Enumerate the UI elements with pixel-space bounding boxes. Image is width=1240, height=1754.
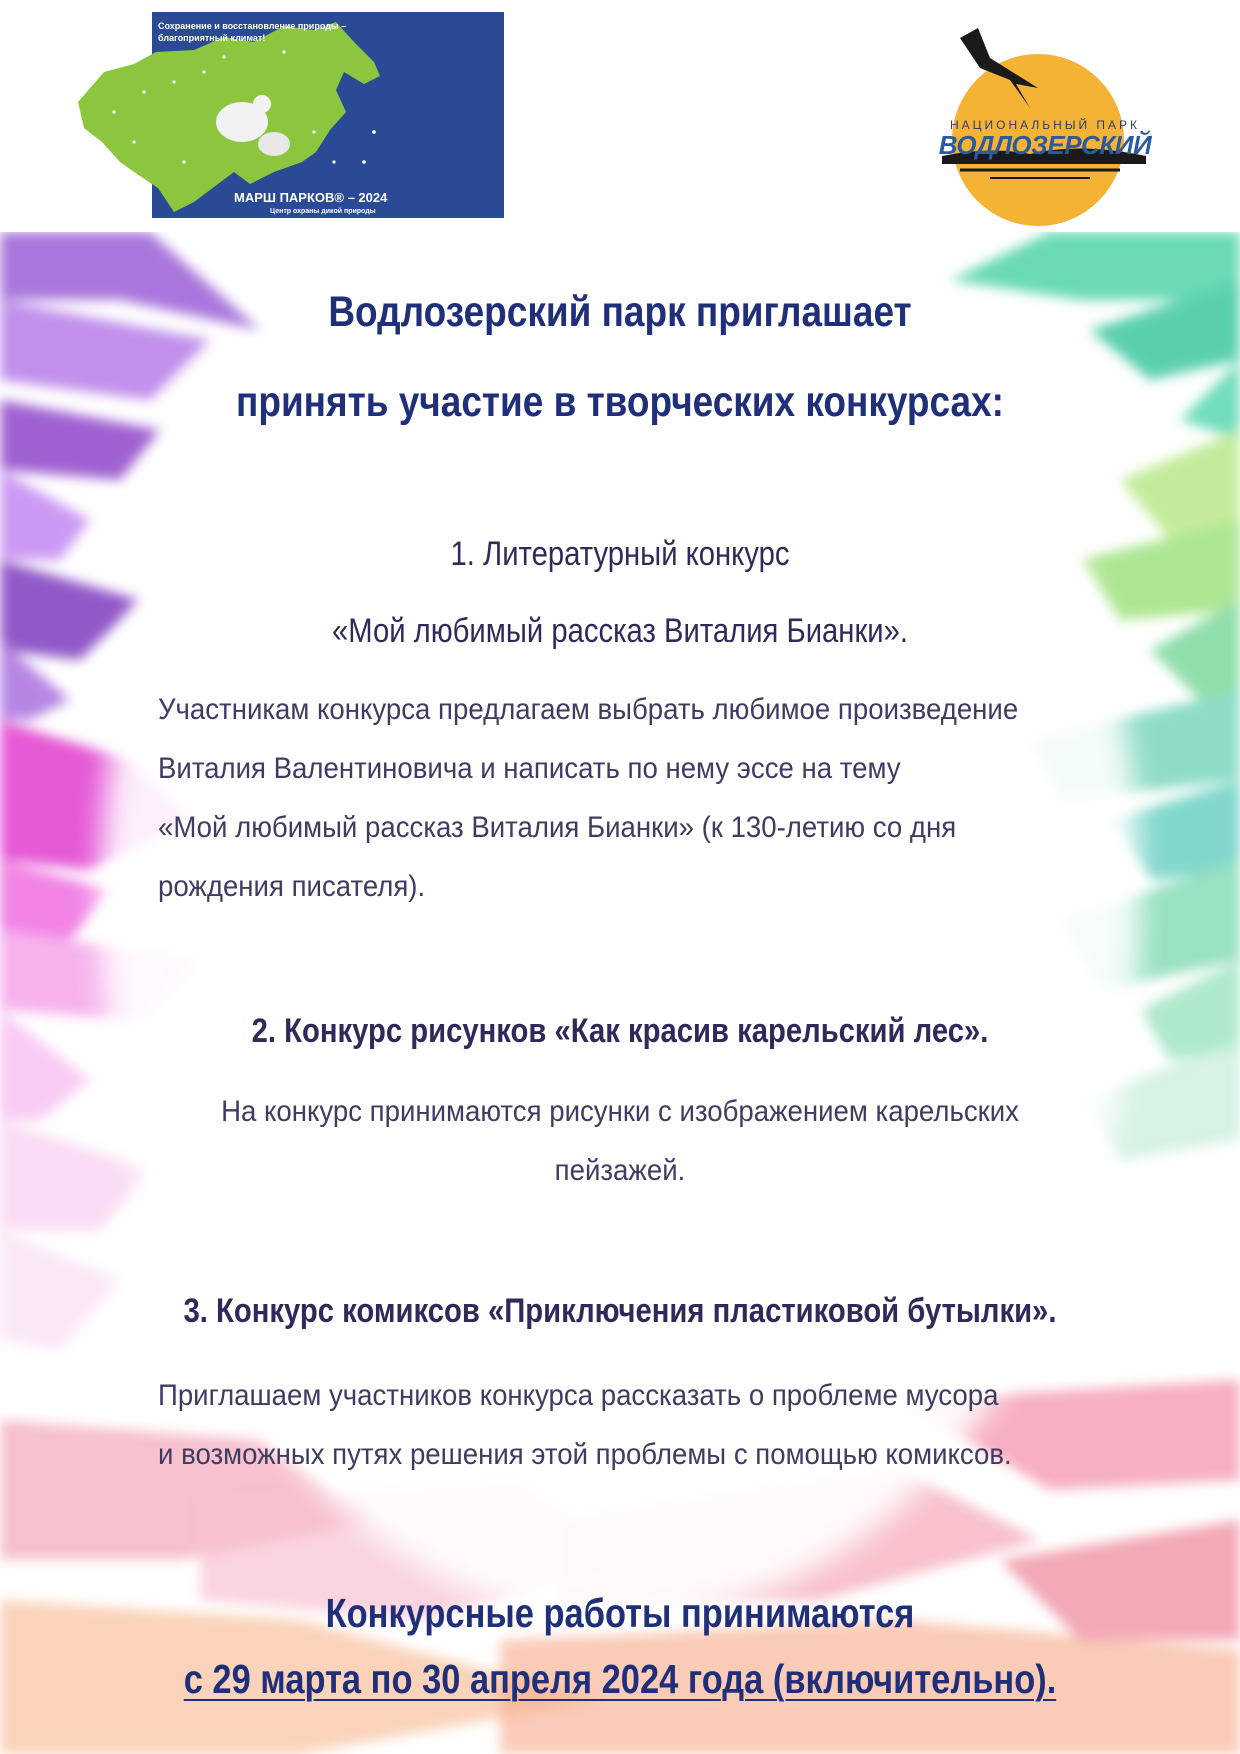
logo-park-name: ВОДЛОЗЕРСКИЙ bbox=[938, 130, 1152, 160]
logo-event-name: МАРШ ПАРКОВ® – 2024 bbox=[234, 190, 388, 205]
contest-1-line: «Мой любимый рассказ Виталия Бианки» (к 130-летию со дня bbox=[158, 811, 957, 844]
deadline-line-2 bbox=[99, 1656, 1141, 1703]
contest-1-heading: 1. Литературный конкурс bbox=[450, 535, 790, 573]
contest-2-line: На конкурс принимаются рисунки с изображением карельских bbox=[221, 1095, 1019, 1128]
contest-2-line: пейзажей. bbox=[554, 1154, 686, 1187]
contest-1-line: Участникам конкурса предлагаем выбрать любимое произведение bbox=[158, 693, 1019, 726]
contest-1-line: Виталия Валентиновича и написать по нему эссе на тему bbox=[158, 752, 901, 785]
logo-organization: Центр охраны дикой природы bbox=[270, 208, 376, 215]
contest-1-description bbox=[158, 680, 1160, 916]
title-line-1: Водлозерский парк приглашает bbox=[328, 288, 912, 336]
title-line-2: принять участие в творческих конкурсах: bbox=[236, 378, 1004, 426]
contest-3-heading: 3. Конкурс комиксов «Приключения пластиковой бутылки». bbox=[183, 1292, 1057, 1330]
deadline-line-1: Конкурсные работы принимаются bbox=[325, 1590, 915, 1636]
contest-2-heading: 2. Конкурс рисунков «Как красив карельский лес». bbox=[251, 1012, 989, 1050]
bear-cub-shape bbox=[258, 132, 290, 156]
contest-1-line: рождения писателя). bbox=[158, 870, 426, 903]
logo-caption: НАЦИОНАЛЬНЫЙ ПАРК bbox=[949, 118, 1141, 132]
contest-2-description bbox=[120, 1082, 1120, 1200]
contest-3-line: и возможных путях решения этой проблемы с помощью комиксов. bbox=[158, 1438, 1012, 1471]
deadline-dates: с 29 марта по 30 апреля 2024 года (включительно). bbox=[183, 1656, 1057, 1702]
vodlozersky-park-logo bbox=[920, 18, 1170, 230]
contest-1-subheading: «Мой любимый рассказ Виталия Бианки». bbox=[332, 612, 908, 650]
contest-3-line: Приглашаем участников конкурса рассказать о проблеме мусора bbox=[158, 1379, 999, 1412]
march-of-parks-logo bbox=[74, 12, 430, 230]
contest-3-description bbox=[158, 1366, 1160, 1484]
logo-tagline: Сохранение и восстановление природы – благоприятный климат! bbox=[158, 21, 347, 43]
